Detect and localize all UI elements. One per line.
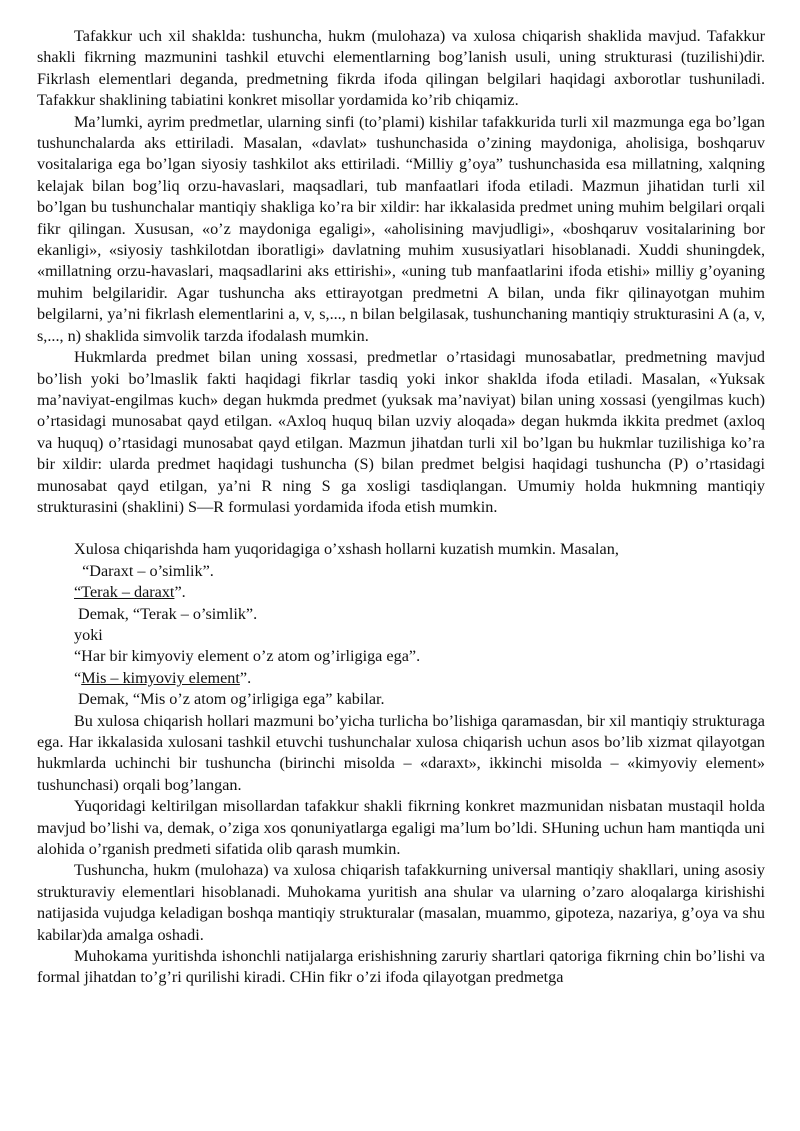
paragraph-reasoning-conditions: Muhokama yuritishda ishonchli natijalarga erishishning zaruriy shartlari qatoriga fikrning chin bo’lishi va formal jihatdan to’g’ri qurilishi kiradi. CHin fikr o’zi ifoda qilayotgan predmetga: [37, 947, 765, 987]
example-line-7: Demak, “Mis o’z atom og’irligiga ega” kabilar.: [74, 690, 385, 709]
example-line-4: yoki: [74, 625, 103, 644]
paragraph-thought-forms: Tafakkur uch xil shaklda: tushuncha, hukm (mulohaza) va xulosa chiqarish shaklida mavjud. Tafakkur shakli fikrning mazmunini tashkil etuvchi elementlarning bog’lanish usuli, uning strukturasi (tuzilishi)dir. Fikrlash elementlari deganda, predmetning fikrda ifoda qilingan belgilari haqidagi axborotlar tushuniladi. Tafakkur shaklining tabiatini konkret misollar yordamida ko’rib chiqamiz.: [37, 27, 765, 110]
document-page: [37, 26, 765, 989]
paragraph-judgments: Hukmlarda predmet bilan uning xossasi, predmetlar o’rtasidagi munosabatlar, predmetning mavjud bo’lish yoki bo’lmaslik fakti haqidagi fikrlar tasdiq yoki inkor shaklda ifoda etiladi. Masalan, «Yuksak ma’naviyat-engilmas kuch» degan hukmda predmet (yuksak ma’naviyat) bilan uning xossasi (yengilmas kuch) o’rtasidagi munosabat qayd etilgan. «Axloq huquq bilan uzviy aloqada» degan hukmda ikkita predmet (axloq va huquq) o’rtasidagi munosabat qayd etilgan. Mazmun jihatdan turli xil bo’lgan bu hukmlar tuzilishiga ko’ra bir xildir: ularda predmet haqidagi tushuncha (S) bilan predmet belgisi haqidagi tushuncha (P) o’rtasidagi munosabat qayd etilgan, ya’ni R ning S ga xosligi tasdiqlangan. Umumiy holda hukmning mantiqiy strukturasini (shaklini) S—R formulasi yordamida ifoda etish mumkin.: [37, 348, 765, 516]
example-line-1: “Daraxt – o’simlik”.: [74, 561, 214, 580]
example-line-5: “Har bir kimyoviy element o’z atom og’irligiga ega”.: [74, 647, 421, 666]
underlined-premise: Mis – kimyoviy element: [81, 668, 240, 687]
example-line-2: “Terak – daraxt”.: [74, 583, 186, 602]
paragraph-gap: [37, 518, 765, 539]
paragraph-form-independence: Yuqoridagi keltirilgan misollardan tafakkur shakli fikrning konkret mazmunidan nisbatan mustaqil holda mavjud bo’lishi va, demak, o’ziga xos qonuniyatlarga egaligi ma’lum bo’ldi. SHuning uchun ham mantiqda uni alohida o’rganish predmeti sifatida olib qarash mumkin.: [37, 797, 765, 859]
paragraph-concepts: Ma’lumki, ayrim predmetlar, ularning sinfi (to’plami) kishilar tafakkurida turli xil mazmunga ega bo’lgan tushunchalarda aks ettiriladi. Masalan, «davlat» tushunchasida o’zining maydoniga, aholisiga, boshqaruv vositalariga ega bo’lgan siyosiy tashkilot aks ettiriladi. “Milliy g’oya” tushunchasida esa millatning, xalqning kelajak bilan bog’liq orzu-havaslari, maqsadlari, tub manfaatlari ifoda etiladi. Mazmun jihatidan turli xil bo’lgan bu tushunchalar mantiqiy shakliga ko’ra bir xildir: har ikkalasida predmet uning muhim belgilari orqali fikr qilingan. Xususan, «o’z maydoniga egaligi», «aholisining mavjudligi», «boshqaruv vositalarining bor ekanligi», «siyosiy tashkilotdan iboratligi» davlatning muhim xususiyatlari hisoblanadi. Xuddi shuningdek, «millatning orzu-havaslari, maqsadlarini aks ettirishi», «uning tub manfaatlarini ifoda etishi» milliy g’oyaning muhim belgilaridir. Agar tushuncha aks ettirayotgan predmetni A bilan, unda fikr qilinayotgan muhim belgilarni, ya’ni fikrlash elementlarini a, v, s,..., n bilan belgilasak, tushunchaning mantiqiy strukturasini A (a, v, s,..., n) shaklida simvolik tarzda ifodalash mumkin.: [37, 112, 765, 345]
example-intro: Xulosa chiqarishda ham yuqoridagiga o’xshash hollarni kuzatish mumkin. Masalan,: [74, 540, 619, 559]
underlined-premise: “Terak – daraxt: [74, 583, 175, 602]
example-line-6: “Mis – kimyoviy element”.: [74, 668, 252, 687]
paragraph-inference-structure: Bu xulosa chiqarish hollari mazmuni bo’yicha turlicha bo’lishiga qaramasdan, bir xil mantiqiy strukturaga ega. Har ikkalasida xulosani tashkil etuvchi tushunchalar xulosa chiqarish uchun asos bo’lib xizmat qilayotgan hukmlarda uchinchi bir tushuncha (birinchi misolda – «daraxt», ikkinchi misolda – «kimyoviy element» tushunchasi) orqali bog’langan.: [37, 711, 765, 794]
example-line-3: Demak, “Terak – o’simlik”.: [74, 604, 258, 623]
paragraph-universal-forms: Tushuncha, hukm (mulohaza) va xulosa chiqarish tafakkurning universal mantiqiy shakllari, uning asosiy strukturaviy elementlari hisoblanadi. Muhokama yuritish ana shular va ularning o’zaro aloqalarga kirishishi natijasida vujudga keladigan boshqa mantiqiy strukturalar (masalan, muammo, gipoteza, nazariya, g’oya va shu kabilar)da amalga oshadi.: [37, 861, 765, 944]
